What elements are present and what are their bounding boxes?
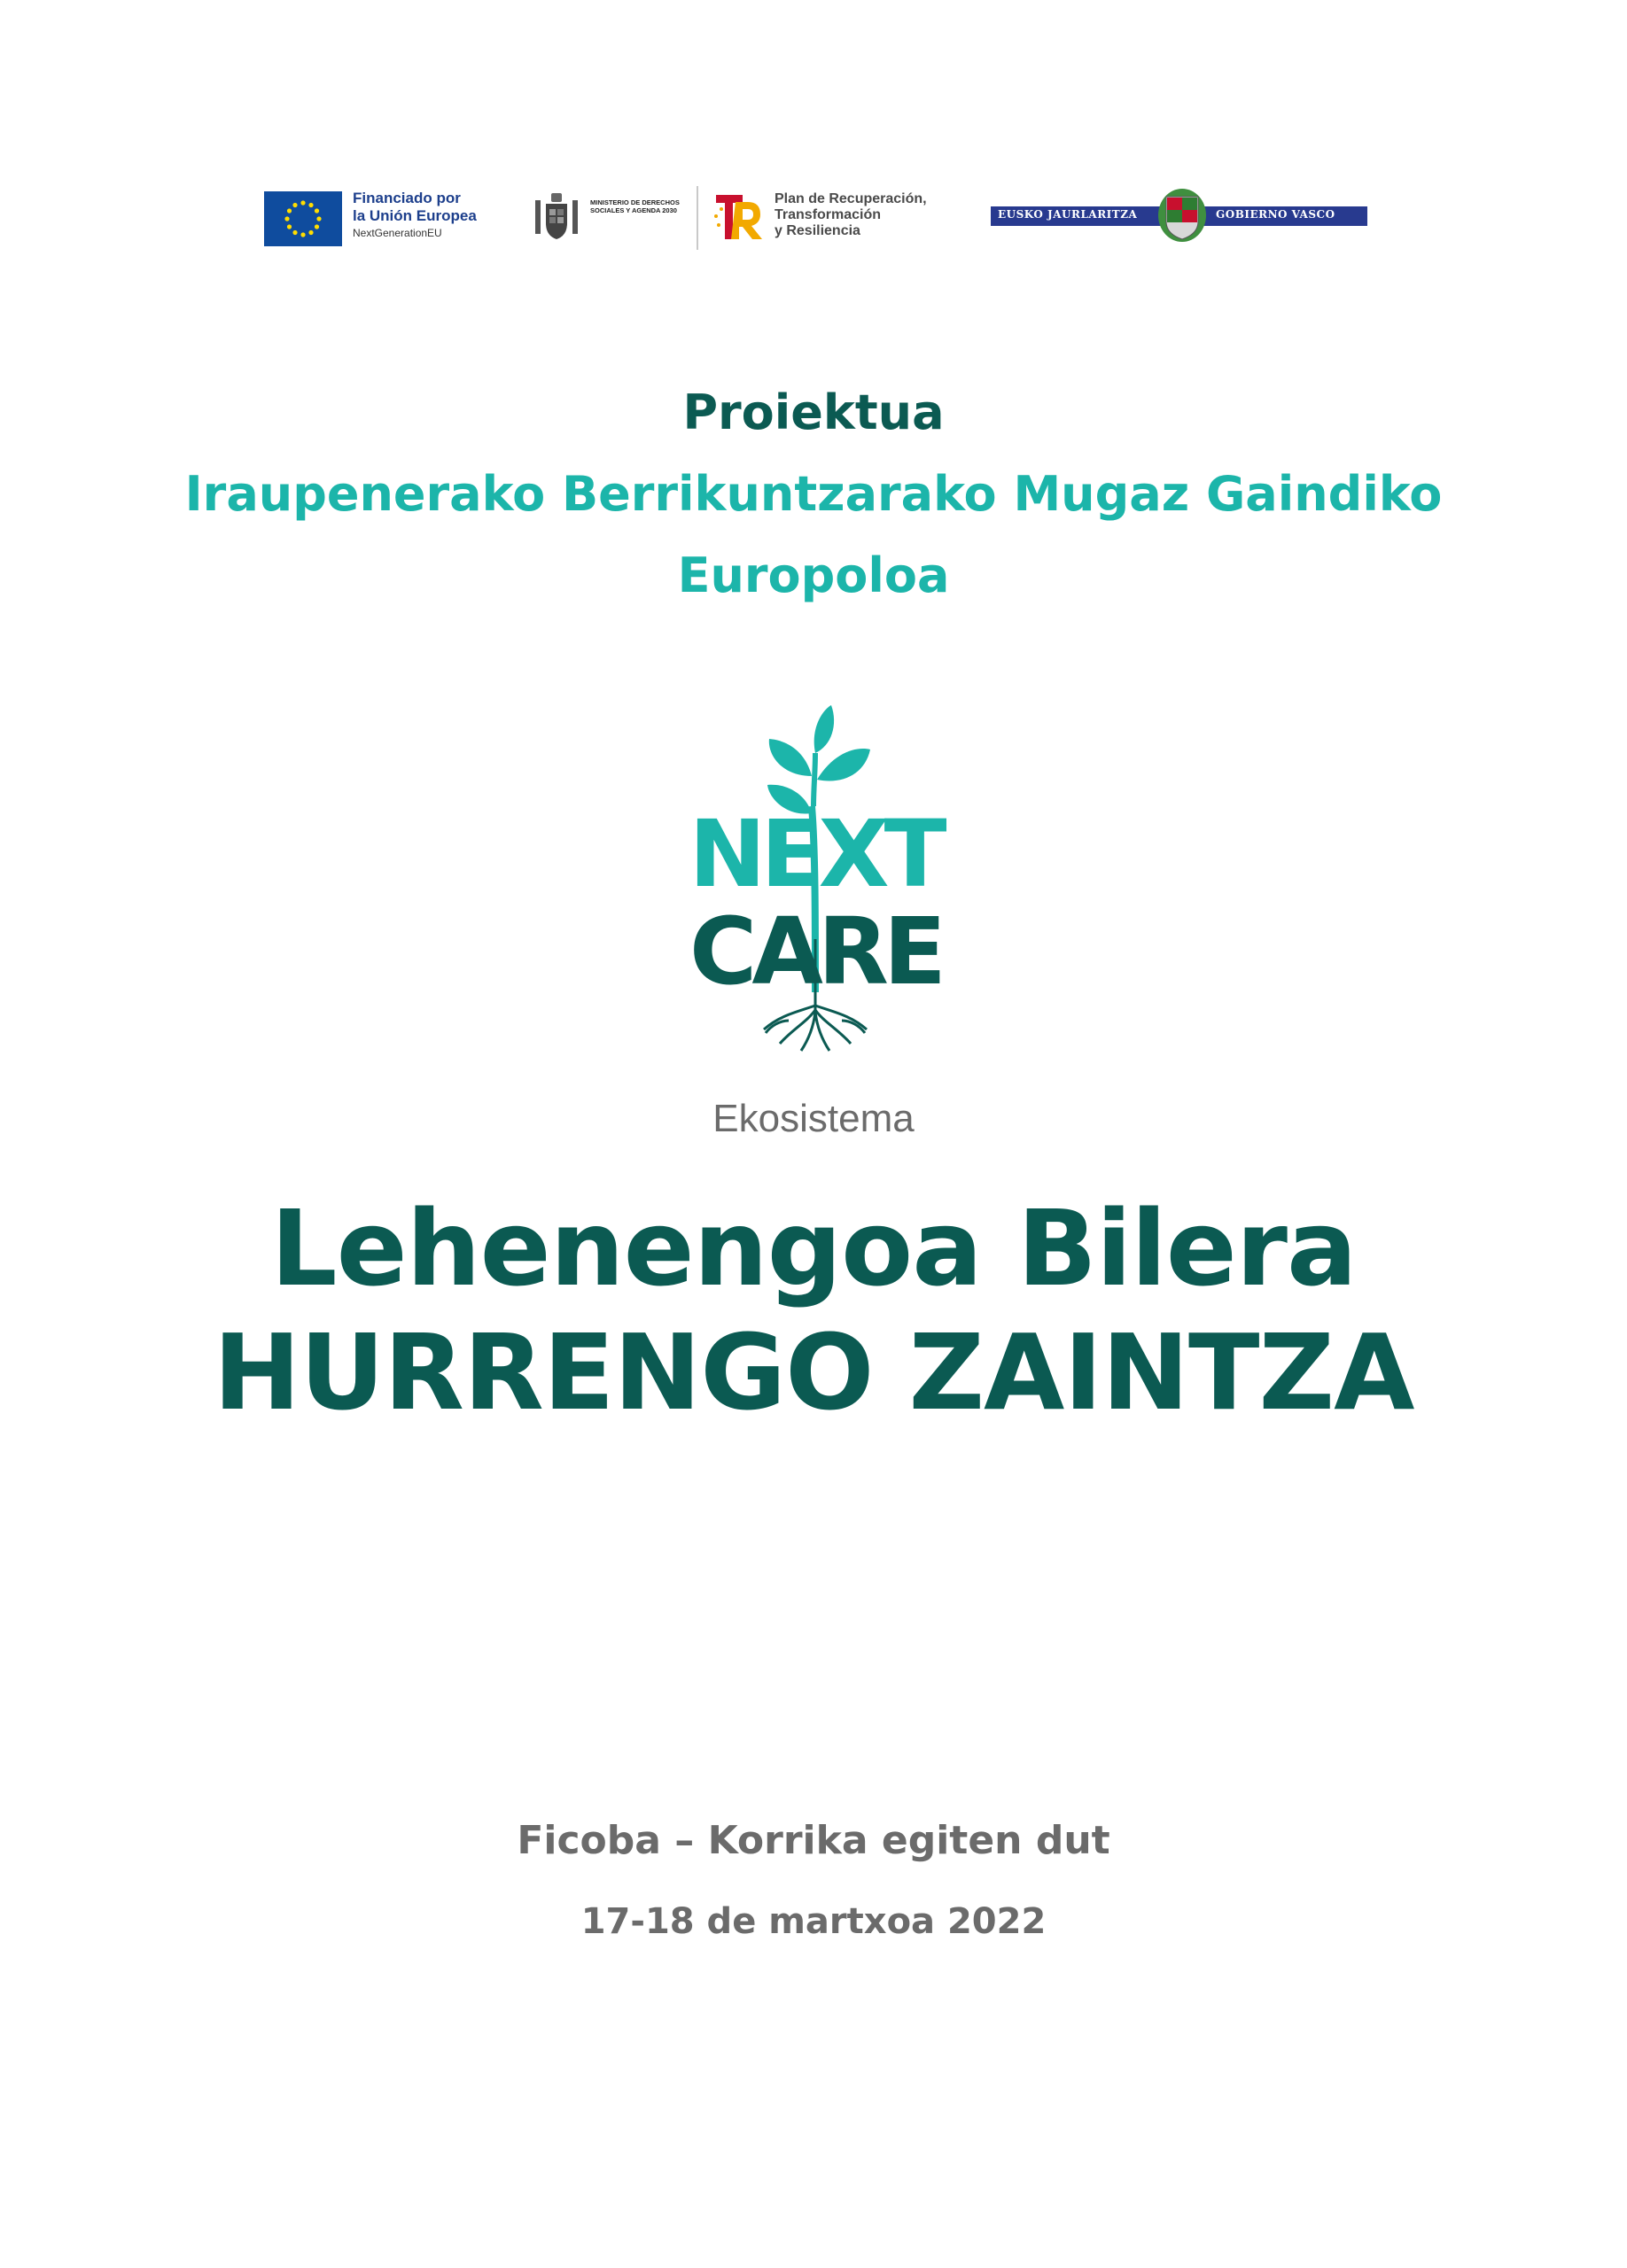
- event-date: 17-18 de martxoa 2022: [580, 1901, 1047, 1942]
- basque-text-right: GOBIERNO VASCO: [1216, 208, 1335, 221]
- logo-divider: [697, 186, 698, 250]
- spain-crest-icon: [530, 188, 583, 246]
- eu-funding-logo: [255, 168, 496, 284]
- project-name-line2: Europoloa: [677, 548, 950, 603]
- basque-text-left: EUSKO JAURLARITZA: [998, 208, 1138, 221]
- basque-shield-icon: [1157, 188, 1207, 243]
- plan-text-line3: y Resiliencia: [775, 223, 860, 238]
- nextcare-logo: [682, 700, 948, 1072]
- brand-care: CARE: [689, 897, 941, 1006]
- eu-text-line2: la Unión Europea: [353, 207, 477, 224]
- eu-text-line3: NextGenerationEU: [353, 227, 442, 239]
- eu-flag-icon: [264, 191, 342, 246]
- ministry-logo: [523, 168, 957, 284]
- meeting-title-line1: Lehenengoa Bilera: [270, 1187, 1357, 1309]
- basque-government-logo: [984, 168, 1374, 284]
- recovery-plan-tr-icon: [711, 186, 764, 248]
- brand-next: NEXT: [689, 800, 942, 908]
- ministry-text: MINISTERIO DE DERECHOS SOCIALES Y AGENDA 2030: [590, 198, 680, 214]
- project-label: Proiektua: [682, 384, 945, 440]
- meeting-title-line2: HURRENGO ZAINTZA: [213, 1311, 1414, 1433]
- plan-text-line2: Transformación: [775, 207, 882, 222]
- ecosystem-label: Ekosistema: [712, 1097, 915, 1140]
- event-location: Ficoba – Korrika egiten dut: [517, 1818, 1110, 1863]
- plan-text-line1: Plan de Recuperación,: [775, 191, 927, 206]
- eu-text-line1: Financiado por: [353, 190, 461, 206]
- project-name-line1: Iraupenerako Berrikuntzarako Mugaz Gaindiko: [184, 466, 1443, 522]
- funding-logos: [0, 168, 1627, 284]
